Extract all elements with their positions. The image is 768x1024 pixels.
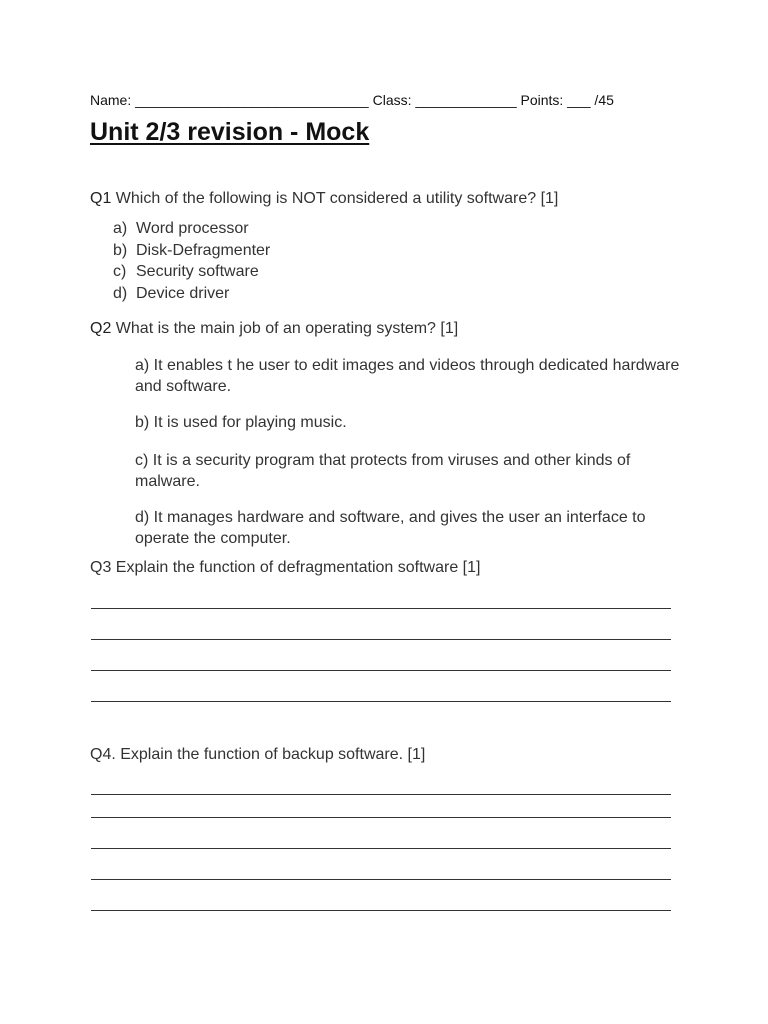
- option-b: [113, 242, 270, 264]
- option-d: [113, 285, 270, 307]
- option-c-letter: c): [113, 263, 127, 280]
- student-info-line: Name: ______________________________ Class: _____________ Points: ___ /45: [90, 92, 614, 108]
- question-1-options: [113, 220, 270, 306]
- question-2-option-d: d) It manages hardware and software, and gives the user an interface to operate the computer.: [135, 509, 646, 547]
- q4-answer-line-4[interactable]: [91, 879, 671, 880]
- option-b-letter: b): [113, 241, 128, 259]
- q4-answer-line-2[interactable]: [91, 817, 671, 818]
- q4-answer-line-5[interactable]: [91, 910, 671, 911]
- question-1-number: Q1: [90, 190, 112, 207]
- question-2-option-c: c) It is a security program that protects from viruses and other kinds of malware.: [135, 452, 631, 490]
- question-2: [90, 320, 458, 338]
- q4-answer-line-1[interactable]: [91, 794, 671, 795]
- q3-answer-line-4[interactable]: [91, 701, 671, 702]
- question-2-number: Q2: [90, 320, 112, 337]
- question-4: Q4. Explain the function of backup software. [1]: [90, 746, 426, 763]
- question-2-text: What is the main job of an operating system? [1]: [111, 320, 459, 337]
- option-d-letter: d): [113, 284, 128, 302]
- option-a-letter: a): [113, 220, 128, 237]
- option-a-text: Word processor: [136, 220, 249, 237]
- option-a: [113, 220, 270, 242]
- q3-answer-line-3[interactable]: [91, 670, 671, 671]
- option-c-text: Security software: [136, 263, 259, 280]
- question-1: [90, 190, 558, 208]
- q4-answer-line-3[interactable]: [91, 848, 671, 849]
- q3-answer-line-2[interactable]: [91, 639, 671, 640]
- option-c: [113, 263, 270, 285]
- option-b-text: Disk-Defragmenter: [136, 241, 271, 259]
- page-title: Unit 2/3 revision - Mock: [90, 118, 370, 146]
- question-1-text: Which of the following is NOT considered a utility software? [1]: [111, 190, 559, 207]
- question-3: Q3 Explain the function of defragmentation software [1]: [90, 559, 481, 576]
- option-d-text: Device driver: [136, 284, 230, 302]
- question-2-option-b: b) It is used for playing music.: [135, 414, 347, 431]
- question-2-option-a: a) It enables t he user to edit images and videos through dedicated hardware and software.: [135, 357, 680, 395]
- q3-answer-line-1[interactable]: [91, 608, 671, 609]
